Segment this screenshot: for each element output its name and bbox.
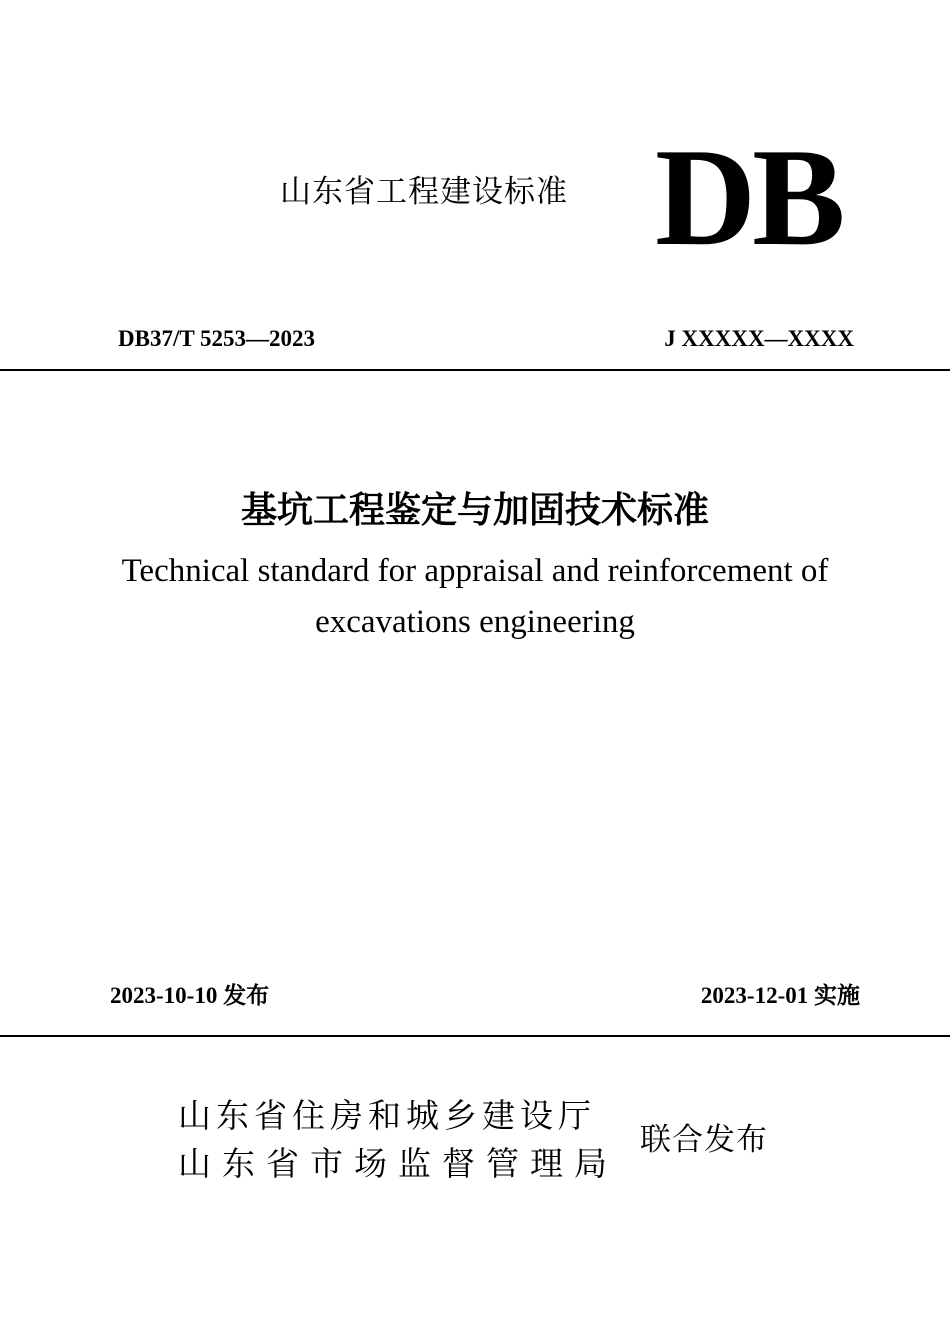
publisher-housing-department: 山东省住房和城乡建设厅 [178,1096,596,1135]
title-english-line-2: excavations engineering [315,604,635,640]
standard-series-name: 山东省工程建设标准 [280,174,568,210]
joint-release-label: 联合发布 [640,1122,768,1158]
record-number: J XXXXX—XXXX [664,326,854,351]
title-english-line-1: Technical standard for appraisal and reinforcement of [121,553,829,589]
bottom-divider [0,1035,950,1037]
publisher-market-supervision: 山东省市场监督管理局 [178,1144,618,1183]
standard-number: DB37/T 5253—2023 [118,326,316,351]
title-english [0,546,950,648]
issue-date: 2023-10-10 发布 [110,983,270,1008]
implementation-date: 2023-12-01 实施 [700,983,860,1008]
top-divider [0,369,950,371]
title-chinese: 基坑工程鉴定与加固技术标准 [240,490,709,531]
db-logo: DB [655,120,842,275]
